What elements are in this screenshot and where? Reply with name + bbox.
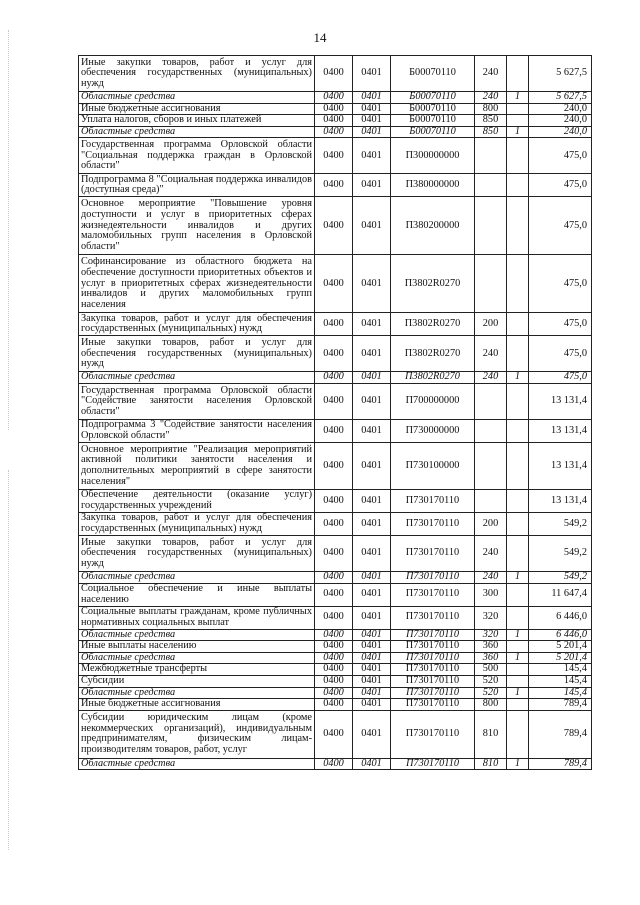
cell-expense-type: 800	[475, 103, 507, 115]
cell-name: Иные закупки товаров, работ и услуг для обеспечения государственных (муниципальных) нужд	[79, 535, 315, 571]
cell-name: Областные средства	[79, 571, 315, 583]
cell-target-code: П700000000	[391, 383, 475, 419]
cell-name: Иные бюджетные ассигнования	[79, 103, 315, 115]
cell-amount: 549,2	[529, 571, 592, 583]
cell-section: 0400	[315, 687, 353, 699]
cell-section: 0400	[315, 383, 353, 419]
cell-target-code: П730170110	[391, 699, 475, 711]
cell-subsection: 0401	[353, 710, 391, 758]
cell-expense-type: 240	[475, 56, 507, 92]
table-row	[79, 489, 592, 512]
cell-funding-source	[507, 535, 529, 571]
cell-target-code: П3802R0270	[391, 255, 475, 313]
cell-funding-source	[507, 512, 529, 535]
cell-section: 0400	[315, 197, 353, 255]
table-row	[79, 442, 592, 489]
table-row	[79, 383, 592, 419]
cell-funding-source	[507, 255, 529, 313]
cell-amount: 13 131,4	[529, 489, 592, 512]
cell-subsection: 0401	[353, 571, 391, 583]
cell-expense-type: 240	[475, 535, 507, 571]
cell-subsection: 0401	[353, 419, 391, 442]
cell-funding-source	[507, 383, 529, 419]
cell-funding-source: 1	[507, 571, 529, 583]
binding-edge-mark	[8, 30, 12, 430]
cell-expense-type: 810	[475, 710, 507, 758]
table-body	[79, 56, 592, 770]
table-row-regional-funds	[79, 571, 592, 583]
table-row	[79, 675, 592, 687]
cell-amount: 5 201,4	[529, 652, 592, 664]
table-row	[79, 313, 592, 336]
cell-name: Иные закупки товаров, работ и услуг для обеспечения государственных (муниципальных) нужд	[79, 336, 315, 372]
cell-subsection: 0401	[353, 675, 391, 687]
cell-section: 0400	[315, 641, 353, 653]
cell-section: 0400	[315, 629, 353, 641]
cell-subsection: 0401	[353, 126, 391, 138]
cell-name: Областные средства	[79, 652, 315, 664]
cell-section: 0400	[315, 174, 353, 197]
cell-section: 0400	[315, 419, 353, 442]
cell-target-code: П3802R0270	[391, 336, 475, 372]
cell-expense-type: 320	[475, 606, 507, 629]
cell-subsection: 0401	[353, 758, 391, 770]
cell-subsection: 0401	[353, 512, 391, 535]
table-row	[79, 174, 592, 197]
cell-target-code: Б00070110	[391, 115, 475, 127]
cell-expense-type: 850	[475, 115, 507, 127]
table-row	[79, 197, 592, 255]
cell-expense-type	[475, 138, 507, 174]
cell-funding-source	[507, 56, 529, 92]
cell-amount: 145,4	[529, 664, 592, 676]
cell-target-code: П3802R0270	[391, 372, 475, 384]
cell-target-code: П380000000	[391, 174, 475, 197]
cell-target-code: П730170110	[391, 571, 475, 583]
cell-subsection: 0401	[353, 336, 391, 372]
cell-name: Закупка товаров, работ и услуг для обеспечения государственных (муниципальных) нужд	[79, 512, 315, 535]
cell-amount: 475,0	[529, 197, 592, 255]
cell-expense-type: 300	[475, 583, 507, 606]
cell-target-code: П730170110	[391, 583, 475, 606]
cell-subsection: 0401	[353, 383, 391, 419]
cell-subsection: 0401	[353, 652, 391, 664]
cell-subsection: 0401	[353, 174, 391, 197]
cell-amount: 549,2	[529, 535, 592, 571]
cell-name: Государственная программа Орловской области "Социальная поддержка граждан в Орловской области"	[79, 138, 315, 174]
binding-edge-mark	[8, 470, 12, 850]
cell-expense-type: 240	[475, 336, 507, 372]
cell-amount: 145,4	[529, 687, 592, 699]
cell-funding-source	[507, 103, 529, 115]
cell-section: 0400	[315, 138, 353, 174]
cell-amount: 13 131,4	[529, 419, 592, 442]
cell-section: 0400	[315, 313, 353, 336]
cell-section: 0400	[315, 56, 353, 92]
cell-target-code: П300000000	[391, 138, 475, 174]
table-row-regional-funds	[79, 126, 592, 138]
cell-amount: 475,0	[529, 336, 592, 372]
cell-target-code: П730170110	[391, 675, 475, 687]
cell-section: 0400	[315, 535, 353, 571]
cell-name: Иные бюджетные ассигнования	[79, 699, 315, 711]
cell-expense-type: 200	[475, 313, 507, 336]
cell-expense-type	[475, 174, 507, 197]
cell-expense-type: 520	[475, 687, 507, 699]
table-row	[79, 699, 592, 711]
table-row-regional-funds	[79, 687, 592, 699]
cell-section: 0400	[315, 103, 353, 115]
cell-target-code: П730170110	[391, 641, 475, 653]
cell-name: Областные средства	[79, 92, 315, 104]
cell-amount: 475,0	[529, 138, 592, 174]
cell-target-code: П730170110	[391, 758, 475, 770]
table-row	[79, 606, 592, 629]
cell-expense-type: 850	[475, 126, 507, 138]
cell-subsection: 0401	[353, 535, 391, 571]
table-row-regional-funds	[79, 758, 592, 770]
cell-amount: 11 647,4	[529, 583, 592, 606]
cell-amount: 549,2	[529, 512, 592, 535]
cell-name: Подпрограмма 8 "Социальная поддержка инвалидов (доступная среда)"	[79, 174, 315, 197]
cell-funding-source: 1	[507, 629, 529, 641]
cell-subsection: 0401	[353, 56, 391, 92]
cell-section: 0400	[315, 336, 353, 372]
page-number: 14	[313, 30, 327, 45]
cell-expense-type: 240	[475, 92, 507, 104]
cell-amount: 240,0	[529, 115, 592, 127]
cell-funding-source	[507, 419, 529, 442]
cell-target-code: Б00070110	[391, 103, 475, 115]
table-row-regional-funds	[79, 92, 592, 104]
cell-subsection: 0401	[353, 606, 391, 629]
cell-subsection: 0401	[353, 442, 391, 489]
cell-section: 0400	[315, 571, 353, 583]
cell-subsection: 0401	[353, 699, 391, 711]
cell-funding-source	[507, 699, 529, 711]
cell-section: 0400	[315, 372, 353, 384]
cell-target-code: П730170110	[391, 606, 475, 629]
table-row	[79, 255, 592, 313]
cell-subsection: 0401	[353, 197, 391, 255]
table-row	[79, 138, 592, 174]
cell-amount: 5 627,5	[529, 92, 592, 104]
table-row-regional-funds	[79, 372, 592, 384]
cell-name: Областные средства	[79, 758, 315, 770]
cell-amount: 789,4	[529, 758, 592, 770]
cell-section: 0400	[315, 758, 353, 770]
cell-funding-source: 1	[507, 652, 529, 664]
cell-amount: 475,0	[529, 313, 592, 336]
cell-amount: 789,4	[529, 710, 592, 758]
cell-subsection: 0401	[353, 92, 391, 104]
cell-funding-source: 1	[507, 758, 529, 770]
table-row	[79, 512, 592, 535]
cell-amount: 240,0	[529, 126, 592, 138]
cell-subsection: 0401	[353, 687, 391, 699]
cell-amount: 789,4	[529, 699, 592, 711]
cell-section: 0400	[315, 699, 353, 711]
cell-funding-source	[507, 489, 529, 512]
cell-name: Уплата налогов, сборов и иных платежей	[79, 115, 315, 127]
cell-subsection: 0401	[353, 372, 391, 384]
cell-section: 0400	[315, 710, 353, 758]
cell-name: Областные средства	[79, 687, 315, 699]
cell-expense-type: 500	[475, 664, 507, 676]
cell-expense-type: 800	[475, 699, 507, 711]
cell-expense-type: 360	[475, 641, 507, 653]
cell-subsection: 0401	[353, 629, 391, 641]
cell-subsection: 0401	[353, 103, 391, 115]
cell-name: Социальное обеспечение и иные выплаты населению	[79, 583, 315, 606]
cell-funding-source: 1	[507, 372, 529, 384]
cell-name: Софинансирование из областного бюджета на обеспечение доступности приоритетных объектов и услуг в приоритетных сферах жизнедеятельности инвалидов и других маломобильных групп населения	[79, 255, 315, 313]
cell-section: 0400	[315, 92, 353, 104]
cell-funding-source	[507, 442, 529, 489]
cell-target-code: Б00070110	[391, 92, 475, 104]
cell-subsection: 0401	[353, 664, 391, 676]
table-row	[79, 535, 592, 571]
cell-name: Областные средства	[79, 126, 315, 138]
cell-funding-source: 1	[507, 126, 529, 138]
cell-funding-source	[507, 115, 529, 127]
cell-section: 0400	[315, 606, 353, 629]
cell-expense-type	[475, 419, 507, 442]
cell-target-code: П730000000	[391, 419, 475, 442]
cell-name: Социальные выплаты гражданам, кроме публичных нормативных социальных выплат	[79, 606, 315, 629]
cell-section: 0400	[315, 442, 353, 489]
cell-amount: 5 627,5	[529, 56, 592, 92]
cell-name: Субсидии	[79, 675, 315, 687]
cell-funding-source	[507, 606, 529, 629]
table-row-regional-funds	[79, 629, 592, 641]
cell-expense-type	[475, 489, 507, 512]
table-row	[79, 641, 592, 653]
cell-expense-type: 360	[475, 652, 507, 664]
cell-target-code: П730100000	[391, 442, 475, 489]
table-row-regional-funds	[79, 652, 592, 664]
cell-funding-source	[507, 641, 529, 653]
cell-name: Иные закупки товаров, работ и услуг для обеспечения государственных (муниципальных) нужд	[79, 56, 315, 92]
cell-amount: 13 131,4	[529, 383, 592, 419]
cell-expense-type	[475, 197, 507, 255]
cell-expense-type: 320	[475, 629, 507, 641]
cell-target-code: П730170110	[391, 710, 475, 758]
cell-expense-type: 240	[475, 372, 507, 384]
cell-funding-source	[507, 174, 529, 197]
budget-table	[78, 55, 592, 770]
cell-name: Областные средства	[79, 372, 315, 384]
cell-section: 0400	[315, 115, 353, 127]
table-row	[79, 710, 592, 758]
table-row	[79, 336, 592, 372]
cell-subsection: 0401	[353, 138, 391, 174]
cell-funding-source	[507, 710, 529, 758]
cell-funding-source	[507, 675, 529, 687]
cell-name: Государственная программа Орловской области "Содействие занятости населения Орловской области"	[79, 383, 315, 419]
cell-target-code: П730170110	[391, 535, 475, 571]
cell-subsection: 0401	[353, 115, 391, 127]
cell-expense-type: 240	[475, 571, 507, 583]
cell-amount: 240,0	[529, 103, 592, 115]
cell-name: Иные выплаты населению	[79, 641, 315, 653]
cell-section: 0400	[315, 126, 353, 138]
table-row	[79, 103, 592, 115]
cell-amount: 145,4	[529, 675, 592, 687]
cell-name: Обеспечение деятельности (оказание услуг) государственных учреждений	[79, 489, 315, 512]
table-row	[79, 583, 592, 606]
table-row	[79, 419, 592, 442]
cell-section: 0400	[315, 512, 353, 535]
cell-name: Межбюджетные трансферты	[79, 664, 315, 676]
cell-section: 0400	[315, 583, 353, 606]
cell-amount: 13 131,4	[529, 442, 592, 489]
cell-amount: 475,0	[529, 255, 592, 313]
cell-name: Основное мероприятие "Повышение уровня доступности и услуг в приоритетных сферах жизнедеятельности инвалидов и других маломобильных групп населения в Орловской области"	[79, 197, 315, 255]
cell-funding-source: 1	[507, 92, 529, 104]
cell-subsection: 0401	[353, 583, 391, 606]
cell-target-code: П380200000	[391, 197, 475, 255]
cell-section: 0400	[315, 255, 353, 313]
cell-expense-type: 200	[475, 512, 507, 535]
cell-target-code: П3802R0270	[391, 313, 475, 336]
cell-subsection: 0401	[353, 255, 391, 313]
cell-target-code: П730170110	[391, 629, 475, 641]
cell-section: 0400	[315, 652, 353, 664]
cell-target-code: П730170110	[391, 512, 475, 535]
cell-target-code: П730170110	[391, 652, 475, 664]
cell-expense-type	[475, 255, 507, 313]
cell-amount: 5 201,4	[529, 641, 592, 653]
cell-funding-source	[507, 138, 529, 174]
table-row	[79, 115, 592, 127]
table-row	[79, 664, 592, 676]
cell-expense-type	[475, 383, 507, 419]
cell-target-code: Б00070110	[391, 56, 475, 92]
cell-funding-source	[507, 336, 529, 372]
cell-funding-source	[507, 664, 529, 676]
cell-funding-source	[507, 313, 529, 336]
cell-target-code: П730170110	[391, 489, 475, 512]
cell-expense-type: 520	[475, 675, 507, 687]
cell-amount: 6 446,0	[529, 606, 592, 629]
cell-amount: 6 446,0	[529, 629, 592, 641]
cell-name: Субсидии юридическим лицам (кроме некоммерческих организаций), индивидуальным предпринимателям, физическим лицам-производителям товаров, работ, услуг	[79, 710, 315, 758]
cell-target-code: П730170110	[391, 687, 475, 699]
cell-target-code: П730170110	[391, 664, 475, 676]
cell-section: 0400	[315, 489, 353, 512]
cell-name: Подпрограмма 3 "Содействие занятости населения Орловской области"	[79, 419, 315, 442]
cell-subsection: 0401	[353, 489, 391, 512]
cell-target-code: Б00070110	[391, 126, 475, 138]
cell-funding-source: 1	[507, 687, 529, 699]
table-row	[79, 56, 592, 92]
cell-amount: 475,0	[529, 372, 592, 384]
cell-section: 0400	[315, 675, 353, 687]
cell-amount: 475,0	[529, 174, 592, 197]
cell-funding-source	[507, 197, 529, 255]
cell-expense-type: 810	[475, 758, 507, 770]
cell-section: 0400	[315, 664, 353, 676]
cell-expense-type	[475, 442, 507, 489]
cell-name: Областные средства	[79, 629, 315, 641]
cell-subsection: 0401	[353, 313, 391, 336]
cell-name: Основное мероприятие "Реализация мероприятий активной политики занятости населения и дополнительных мероприятий в сфере занятости населения"	[79, 442, 315, 489]
cell-funding-source	[507, 583, 529, 606]
cell-subsection: 0401	[353, 641, 391, 653]
cell-name: Закупка товаров, работ и услуг для обеспечения государственных (муниципальных) нужд	[79, 313, 315, 336]
